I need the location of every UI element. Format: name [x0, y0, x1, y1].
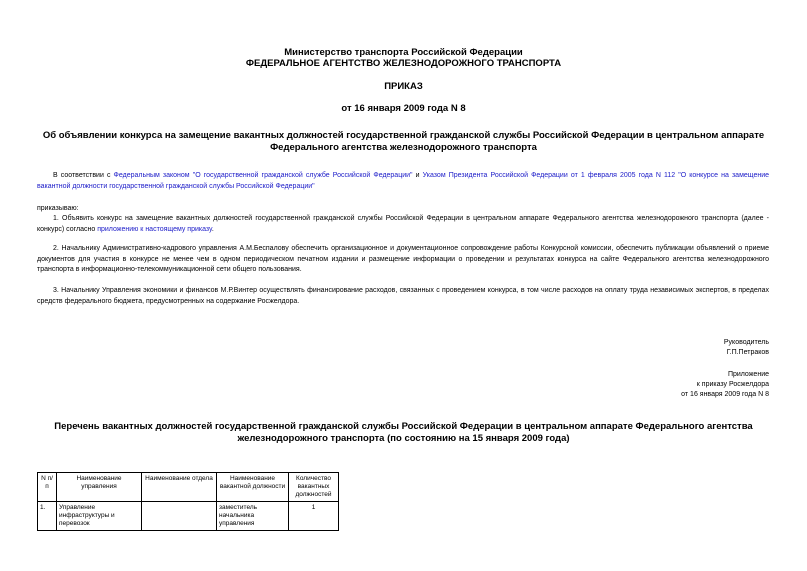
cell-division — [142, 502, 217, 531]
col-department: Наименование управления — [57, 473, 142, 502]
list-title-line2: железнодорожного транспорта (по состоянию на 15 января 2009 года) — [237, 433, 570, 444]
doc-type: ПРИКАЗ — [384, 81, 423, 92]
order-title-line1: Об объявлении конкурса на замещение вакантных должностей государственной гражданской службы Российской Федерации в центральном аппарате — [42, 130, 765, 141]
signature-position: Руководитель — [723, 339, 769, 346]
item-1-end: . — [211, 225, 214, 233]
ministry-name: Министерство транспорта Российской Федерации — [284, 47, 523, 58]
cell-number: 1. — [38, 502, 57, 531]
preamble-text2: и — [412, 172, 423, 179]
col-division: Наименование отдела — [142, 473, 217, 502]
vacancies-table — [37, 472, 339, 531]
cell-department: Управление инфраструктуры и перевозок — [57, 502, 142, 531]
list-title-line1: Перечень вакантных должностей государственной гражданской службы Российской Федерации в центральном аппарате Федерального агентства — [54, 421, 753, 432]
col-number: N п/п — [38, 473, 57, 502]
item-2: 2. Начальнику Административно-кадрового управления А.М.Беспалову обеспечить организационное и документационное сопровождение работы Конкурсной комиссии, обеспечить публикации объявлений о приеме документов для участия в конкурсе не менее чем в одном периодическом печатном издании и размещение информации о проведении и результатах конкурса на сайте Федерального агентства железнодорожного транспорта в информационно-телекоммуникационной сети общего пользования. — [37, 245, 769, 273]
item-1-text: 1. Объявить конкурс на замещение вакантных должностей государственной гражданской службы Российской Федерации в центральном аппарате Федерального агентства железнодорожного транспорта (далее - конкурс) согласно — [37, 215, 769, 233]
col-count: Количество вакантных должностей — [289, 473, 339, 502]
col-position: Наименование вакантной должности — [217, 473, 289, 502]
cell-position: заместитель начальника управления — [217, 502, 289, 531]
preamble — [37, 171, 769, 192]
order-word: приказываю: — [37, 205, 79, 212]
appendix-ref: к приказу Росжелдора — [696, 381, 769, 388]
presidential-decree-link[interactable]: Указом Президента Российской Федерации от 1 февраля 2005 года N 112 "О конкурсе на замещение вакантной должности государственной гражданской службы Российской Федерации" — [37, 172, 770, 190]
federal-law-link[interactable]: Федеральным законом "О государственной гражданской службе Российской Федерации" — [113, 172, 413, 179]
appendix-link[interactable]: приложению к настоящему приказу — [97, 225, 212, 233]
signature-name: Г.П.Петраков — [726, 349, 769, 356]
appendix-date: от 16 января 2009 года N 8 — [681, 391, 769, 398]
appendix-label: Приложение — [727, 371, 769, 378]
item-1 — [37, 214, 769, 235]
order-title-line2: Федерального агентства железнодорожного транспорта — [270, 142, 537, 153]
item-3: 3. Начальнику Управления экономики и финансов М.Р.Винтер осуществлять финансирование расходов, связанных с проведением конкурса, в том числе расходов на оплату труда независимых экспертов, в пределах средств федерального бюджета, предусмотренных на содержание Росжелдора. — [37, 287, 769, 305]
preamble-text1: В соответствии с — [53, 172, 114, 179]
table-header-row — [38, 473, 339, 502]
table-row — [38, 502, 339, 531]
agency-name: ФЕДЕРАЛЬНОЕ АГЕНТСТВО ЖЕЛЕЗНОДОРОЖНОГО ТРАНСПОРТА — [245, 58, 562, 69]
doc-date-number: от 16 января 2009 года N 8 — [341, 103, 466, 114]
cell-count: 1 — [289, 502, 339, 531]
